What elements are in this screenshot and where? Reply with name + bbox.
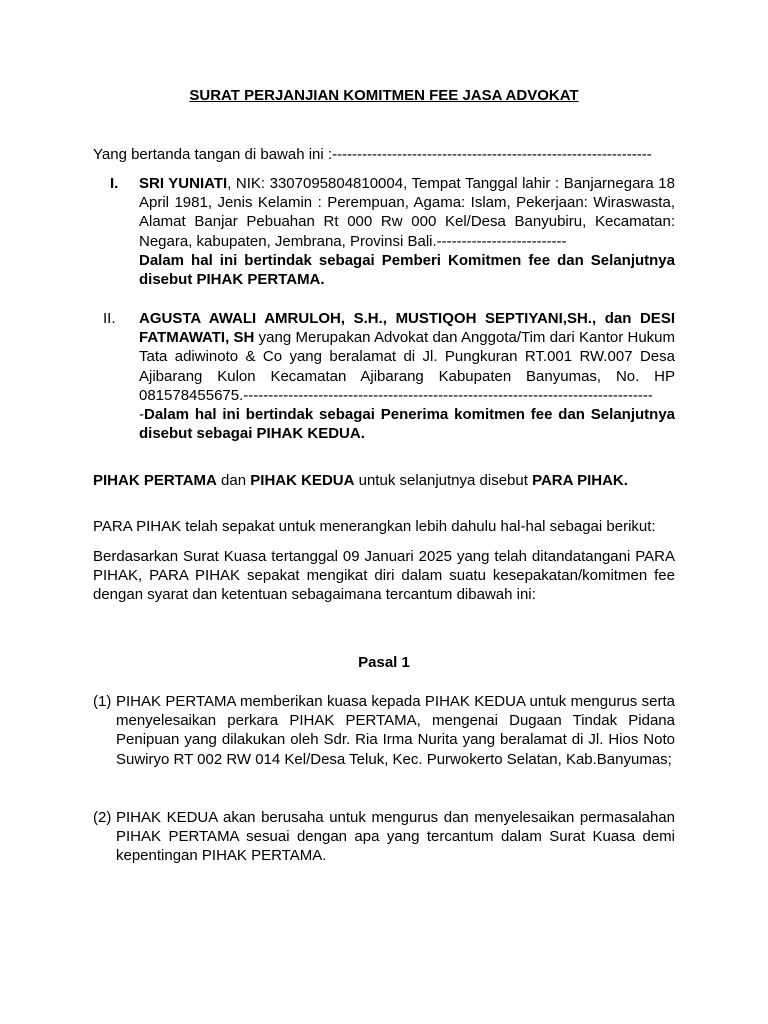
para-pihak-all: PARA PIHAK. — [532, 472, 628, 489]
intro-dashes: ---------------------------------------------------------------- — [332, 146, 652, 163]
agreement-intro: PARA PIHAK telah sepakat untuk menerangkan lebih dahulu hal-hal sebagai berikut: — [93, 518, 656, 535]
para-pihak-line — [93, 471, 683, 490]
party2-info: yang Merupakan Advokat dan Anggota/Tim dari Kantor Hukum Tata adiwinoto & Co yang beralamat di Jl. Pungkuran RT.001 RW.007 Desa Ajibarang Kulon Kecamatan Ajibarang Kabupaten Banyumas, No. HP 081578455675. — [139, 329, 675, 404]
para-pihak-and: dan — [216, 472, 251, 489]
party1-marker: I. — [110, 175, 119, 192]
pasal1-heading: Pasal 1 — [358, 654, 410, 671]
party1-name: SRI YUNIATI — [139, 175, 228, 192]
party1-info: , NIK: 3307095804810004, Tempat Tanggal lahir : Banjarnegara 18 April 1981, Jenis Kelamin : Perempuan, Agama: Islam, Pekerjaan: Wiraswasta, Alamat Banjar Pebuahan Rt 000 Rw 000 Kel/Desa Banyubiru, Kecamatan: Negara, kabupaten, Jembrana, Provinsi Bali. — [139, 175, 675, 250]
intro-line — [93, 145, 683, 164]
pasal1-item1-text: PIHAK PERTAMA memberikan kuasa kepada PIHAK KEDUA untuk mengurus serta menyelesaikan perkara PIHAK PERTAMA, mengenai Dugaan Tindak Pidana Penipuan yang dilakukan oleh Sdr. Ria Irma Nurita yang beralamat di Jl. Hios Noto Suwiryo RT 002 RW 014 Kel/Desa Teluk, Kec. Purwokerto Selatan, Kab.Banyumas; — [116, 693, 675, 768]
para-pihak-p2: PIHAK KEDUA — [250, 472, 355, 489]
intro-text: Yang bertanda tangan di bawah ini : — [93, 146, 333, 163]
party2-details — [139, 309, 675, 405]
para-pihak-p1: PIHAK PERTAMA — [93, 472, 217, 489]
party2-role-prefix: - — [139, 406, 144, 423]
para-pihak-mid: untuk selanjutnya disebut — [354, 472, 533, 489]
party1-role: Dalam hal ini bertindak sebagai Pemberi Komitmen fee dan Selanjutnya disebut PIHAK PERTAMA. — [139, 252, 675, 289]
pasal1-item1-marker: (1) — [93, 693, 112, 710]
party2-names: AGUSTA AWALI AMRULOH, S.H., MUSTIQOH SEPTIYANI,SH., dan DESI FATMAWATI, SH — [139, 310, 675, 347]
basis-paragraph: Berdasarkan Surat Kuasa tertanggal 09 Januari 2025 yang telah ditandatangani PARA PIHAK, PARA PIHAK sepakat mengikat diri dalam suatu kesepakatan/komitmen fee dengan syarat dan ketentuan sebagaimana tercantum dibawah ini: — [93, 548, 675, 604]
pasal1-item2-marker: (2) — [93, 809, 112, 826]
party1-details — [139, 174, 675, 251]
party2-role-text: Dalam hal ini bertindak sebagai Penerima komitmen fee dan Selanjutnya disebut sebagai PIHAK KEDUA. — [139, 406, 675, 443]
document-title: SURAT PERJANJIAN KOMITMEN FEE JASA ADVOKAT — [189, 87, 579, 104]
party2-dashes: ---------------------------------------------------------------------------------- — [243, 386, 653, 404]
party2-role — [139, 405, 675, 443]
pasal1-item2-text: PIHAK KEDUA akan berusaha untuk mengurus dan menyelesaikan permasalahan PIHAK PERTAMA sesuai dengan apa yang tercantum dalam Surat Kuasa demi kepentingan PIHAK PERTAMA. — [116, 809, 675, 865]
party1-dashes: -------------------------- — [436, 232, 567, 250]
party2-marker: II. — [103, 310, 116, 327]
